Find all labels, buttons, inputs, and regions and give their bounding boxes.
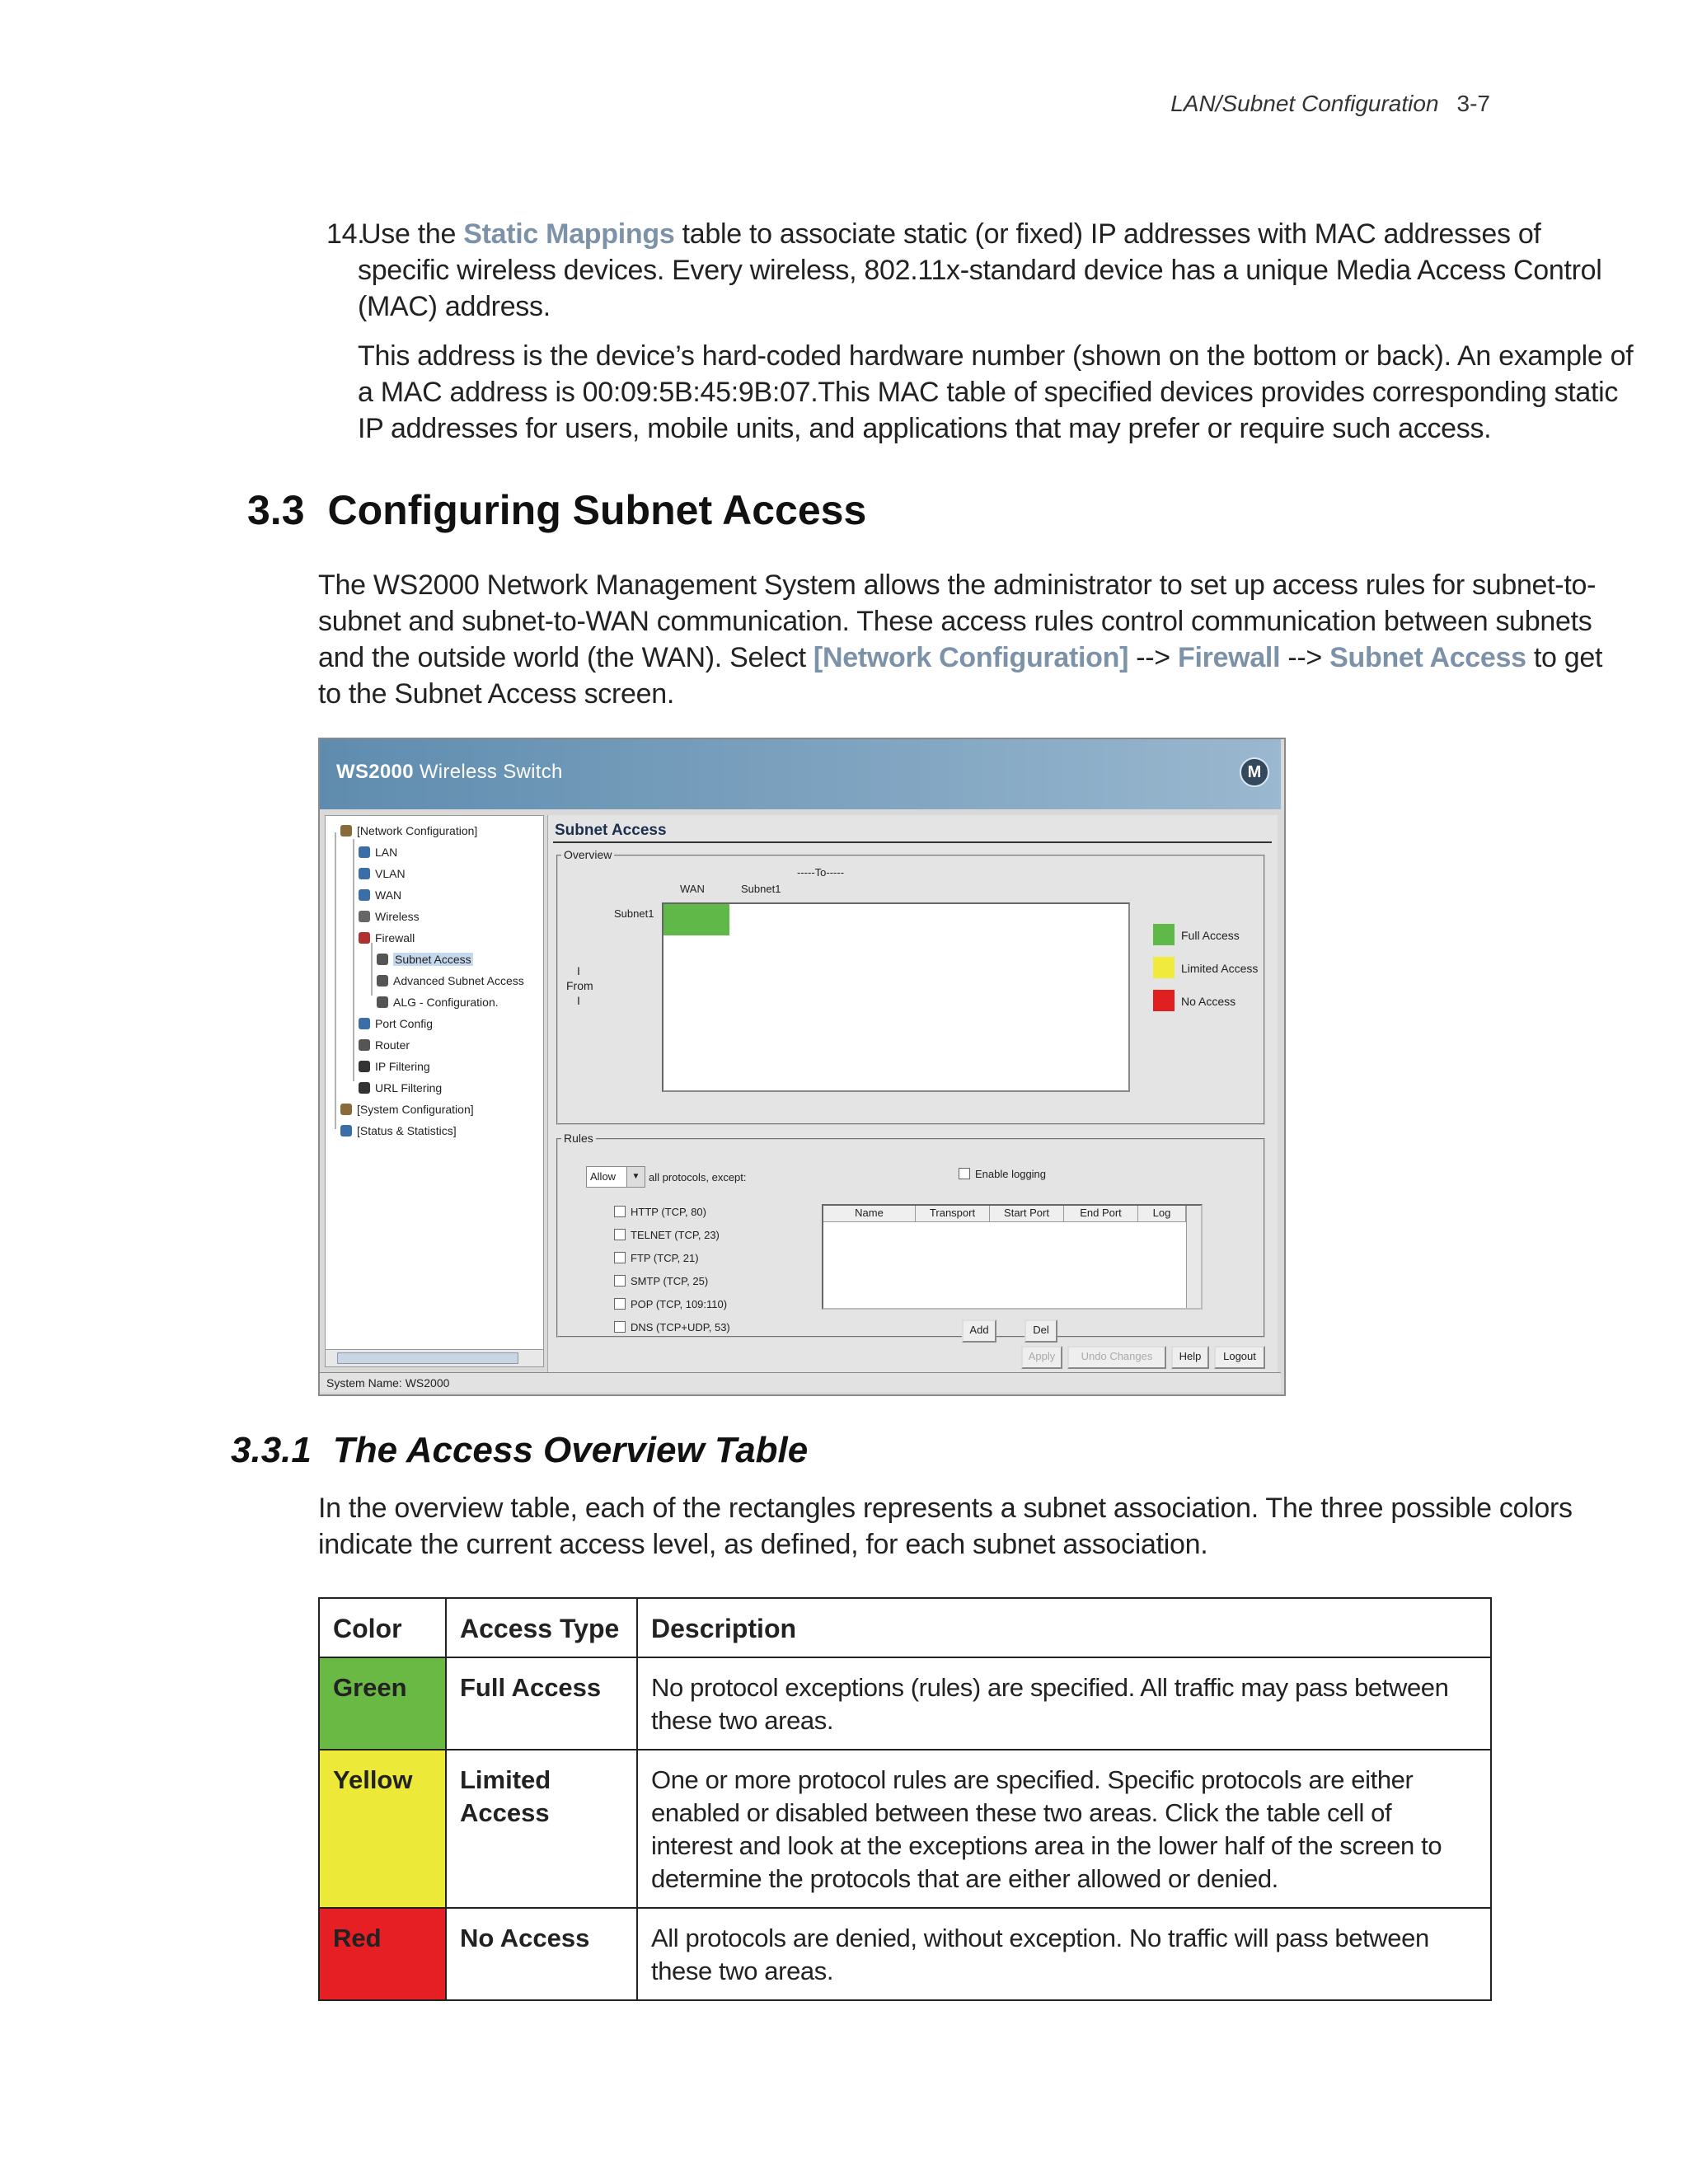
step-14-line-3: (MAC) address. [358, 291, 551, 322]
delete-rule-button[interactable]: Del [1025, 1319, 1057, 1343]
legend-label-limited-access: Limited Access [1181, 962, 1259, 975]
tree-item-wan[interactable]: WAN [359, 888, 401, 902]
header-description: Description [637, 1598, 1491, 1657]
enable-logging-checkbox[interactable]: Enable logging [959, 1168, 1046, 1180]
tree-item-status-statistics[interactable]: [Status & Statistics] [340, 1124, 457, 1137]
protocol-checkbox-dns[interactable]: DNS (TCP+UDP, 53) [614, 1321, 730, 1333]
title-divider [553, 841, 1272, 843]
tree-item-firewall[interactable]: Firewall [359, 931, 415, 944]
motorola-logo-icon: M [1240, 757, 1269, 787]
tree-item-advanced-subnet-access[interactable]: Advanced Subnet Access [377, 974, 542, 987]
step-14-number: 14. [326, 218, 365, 250]
rules-table-scrollbar[interactable] [1186, 1206, 1201, 1308]
legend-swatch-limited-access [1153, 957, 1175, 978]
navigation-tree [325, 815, 544, 1367]
description-cell: No protocol exceptions (rules) are specified. All traffic may pass between these two areas. [637, 1657, 1491, 1750]
subnet-access-panel [547, 815, 1278, 1372]
column-wan: WAN [680, 883, 705, 895]
rules-col-end-port[interactable]: End Port [1064, 1206, 1138, 1222]
access-overview-grid [662, 902, 1130, 1092]
status-bar: System Name: WS2000 [320, 1372, 1281, 1392]
app-title: WS2000 Wireless Switch [336, 761, 563, 783]
tree-item-wireless[interactable]: Wireless [359, 910, 420, 923]
step-14-p2-line-1: This address is the device’s hard-coded hardware number (shown on the bottom or back). An example of [358, 340, 1634, 372]
rules-group [556, 1132, 1265, 1338]
subsection-number: 3.3.1 [231, 1430, 312, 1470]
description-cell: One or more protocol rules are specified. Specific protocols are either enabled or disabled between these two areas. Click the table cell of interest and look at the exceptions area in the lower half of the screen to determine the protocols that are either allowed or denied. [637, 1750, 1491, 1908]
protocol-checkbox-smtp[interactable]: SMTP (TCP, 25) [614, 1275, 708, 1287]
rules-col-name[interactable]: Name [823, 1206, 916, 1222]
column-subnet1: Subnet1 [741, 883, 781, 895]
tree-horizontal-scrollbar[interactable] [325, 1349, 544, 1367]
color-cell-red: Red [319, 1908, 446, 2000]
to-label: -----To----- [797, 866, 845, 879]
access-type-cell: Limited Access [446, 1750, 637, 1908]
access-overview-table [318, 1597, 1492, 2001]
add-rule-button[interactable]: Add [962, 1319, 996, 1343]
subsection-title: The Access Overview Table [332, 1430, 809, 1470]
tree-item-system-configuration[interactable]: [System Configuration] [340, 1103, 474, 1116]
color-cell-green: Green [319, 1657, 446, 1750]
scrollbar-thumb[interactable] [337, 1352, 518, 1364]
table-row [319, 1908, 1491, 2000]
table-header-row [319, 1598, 1491, 1657]
legend-label-no-access: No Access [1181, 995, 1236, 1008]
section-title: Configuring Subnet Access [327, 487, 867, 533]
section-heading [247, 486, 866, 534]
ws2000-screenshot [318, 738, 1286, 1396]
protocol-checkbox-ftp[interactable]: FTP (TCP, 21) [614, 1252, 699, 1264]
header-color: Color [319, 1598, 446, 1657]
color-cell-yellow: Yellow [319, 1750, 446, 1908]
protocol-checkbox-telnet[interactable]: TELNET (TCP, 23) [614, 1229, 720, 1241]
static-mappings-link[interactable]: Static Mappings [463, 218, 675, 250]
subsection-p-line-2: indicate the current access level, as defined, for each subnet association. [318, 1529, 1208, 1560]
allow-select[interactable]: Allow ▼ [586, 1166, 645, 1188]
tree-item-lan[interactable]: LAN [359, 846, 397, 859]
table-row [319, 1750, 1491, 1908]
network-configuration-link[interactable]: [Network Configuration] [813, 642, 1129, 673]
legend-label-full-access: Full Access [1181, 929, 1240, 942]
rules-label: Rules [561, 1132, 596, 1145]
tree-item-subnet-access[interactable]: Subnet Access [377, 953, 473, 966]
tree-item-alg-configuration[interactable]: ALG - Configuration. [377, 996, 499, 1009]
section-p-line-1: The WS2000 Network Management System allows the administrator to set up access rules for subnet-to- [318, 569, 1597, 601]
row-subnet1: Subnet1 [614, 907, 654, 920]
cell-subnet1-wan[interactable] [663, 904, 729, 935]
app-titlebar [320, 739, 1281, 809]
section-number: 3.3 [247, 487, 305, 533]
rules-col-transport[interactable]: Transport [916, 1206, 990, 1222]
panel-title: Subnet Access [555, 822, 667, 839]
subsection-heading [231, 1430, 808, 1471]
protocol-checkbox-pop[interactable]: POP (TCP, 109:110) [614, 1298, 727, 1310]
tree-connector-lines [331, 827, 380, 1132]
chevron-down-icon[interactable]: ▼ [626, 1167, 645, 1187]
overview-label: Overview [561, 848, 614, 861]
logout-button[interactable]: Logout [1214, 1346, 1265, 1369]
section-p-line-4: to the Subnet Access screen. [318, 678, 674, 710]
tree-item-ip-filtering[interactable]: IP Filtering [359, 1060, 430, 1073]
access-type-cell: Full Access [446, 1657, 637, 1750]
step-14-line-2: specific wireless devices. Every wireless, 802.11x-standard device has a unique Media Access Control [358, 255, 1602, 286]
legend-swatch-full-access [1153, 924, 1175, 945]
section-p-line-3: and the outside world (the WAN). Select [Network Configuration] --> Firewall --> Subnet Access to get [318, 642, 1603, 673]
tree-item-router[interactable]: Router [359, 1038, 410, 1052]
firewall-link[interactable]: Firewall [1178, 642, 1281, 673]
header-title: LAN/Subnet Configuration [1170, 91, 1439, 116]
tree-item-network-configuration[interactable]: [Network Configuration] [340, 824, 477, 837]
from-label: I From I [566, 964, 593, 1007]
section-p-line-2: subnet and subnet-to-WAN communication. These access rules control communication between subnets [318, 606, 1592, 637]
rules-table[interactable] [822, 1204, 1203, 1310]
description-cell: All protocols are denied, without exception. No traffic will pass between these two areas. [637, 1908, 1491, 2000]
step-14-line-1: Use the Static Mappings table to associate static (or fixed) IP addresses with MAC addresses of [361, 218, 1541, 250]
step-14-p2-line-2: a MAC address is 00:09:5B:45:9B:07.This MAC table of specified devices provides corresponding static [358, 377, 1619, 408]
rules-col-log[interactable]: Log [1138, 1206, 1186, 1222]
table-row [319, 1657, 1491, 1750]
page-number: 3-7 [1456, 91, 1490, 116]
rules-col-start-port[interactable]: Start Port [990, 1206, 1064, 1222]
all-protocols-label: all protocols, except: [649, 1171, 747, 1183]
access-type-cell: No Access [446, 1908, 637, 2000]
tree-item-port-config[interactable]: Port Config [359, 1017, 433, 1030]
apply-button[interactable]: Apply [1021, 1346, 1062, 1369]
step-14-p2-line-3: IP addresses for users, mobile units, and applications that may prefer or require such access. [358, 413, 1492, 444]
subnet-access-link[interactable]: Subnet Access [1329, 642, 1526, 673]
tree-item-vlan[interactable]: VLAN [359, 867, 406, 880]
help-button[interactable]: Help [1171, 1346, 1209, 1369]
tree-item-url-filtering[interactable]: URL Filtering [359, 1081, 442, 1094]
subsection-p-line-1: In the overview table, each of the rectangles represents a subnet association. The three possible colors [318, 1493, 1573, 1524]
page-header [1170, 91, 1490, 117]
legend-swatch-no-access [1153, 990, 1175, 1011]
undo-changes-button[interactable]: Undo Changes [1067, 1346, 1166, 1369]
overview-group [556, 848, 1265, 1125]
header-access-type: Access Type [446, 1598, 637, 1657]
protocol-checkbox-http[interactable]: HTTP (TCP, 80) [614, 1206, 706, 1218]
